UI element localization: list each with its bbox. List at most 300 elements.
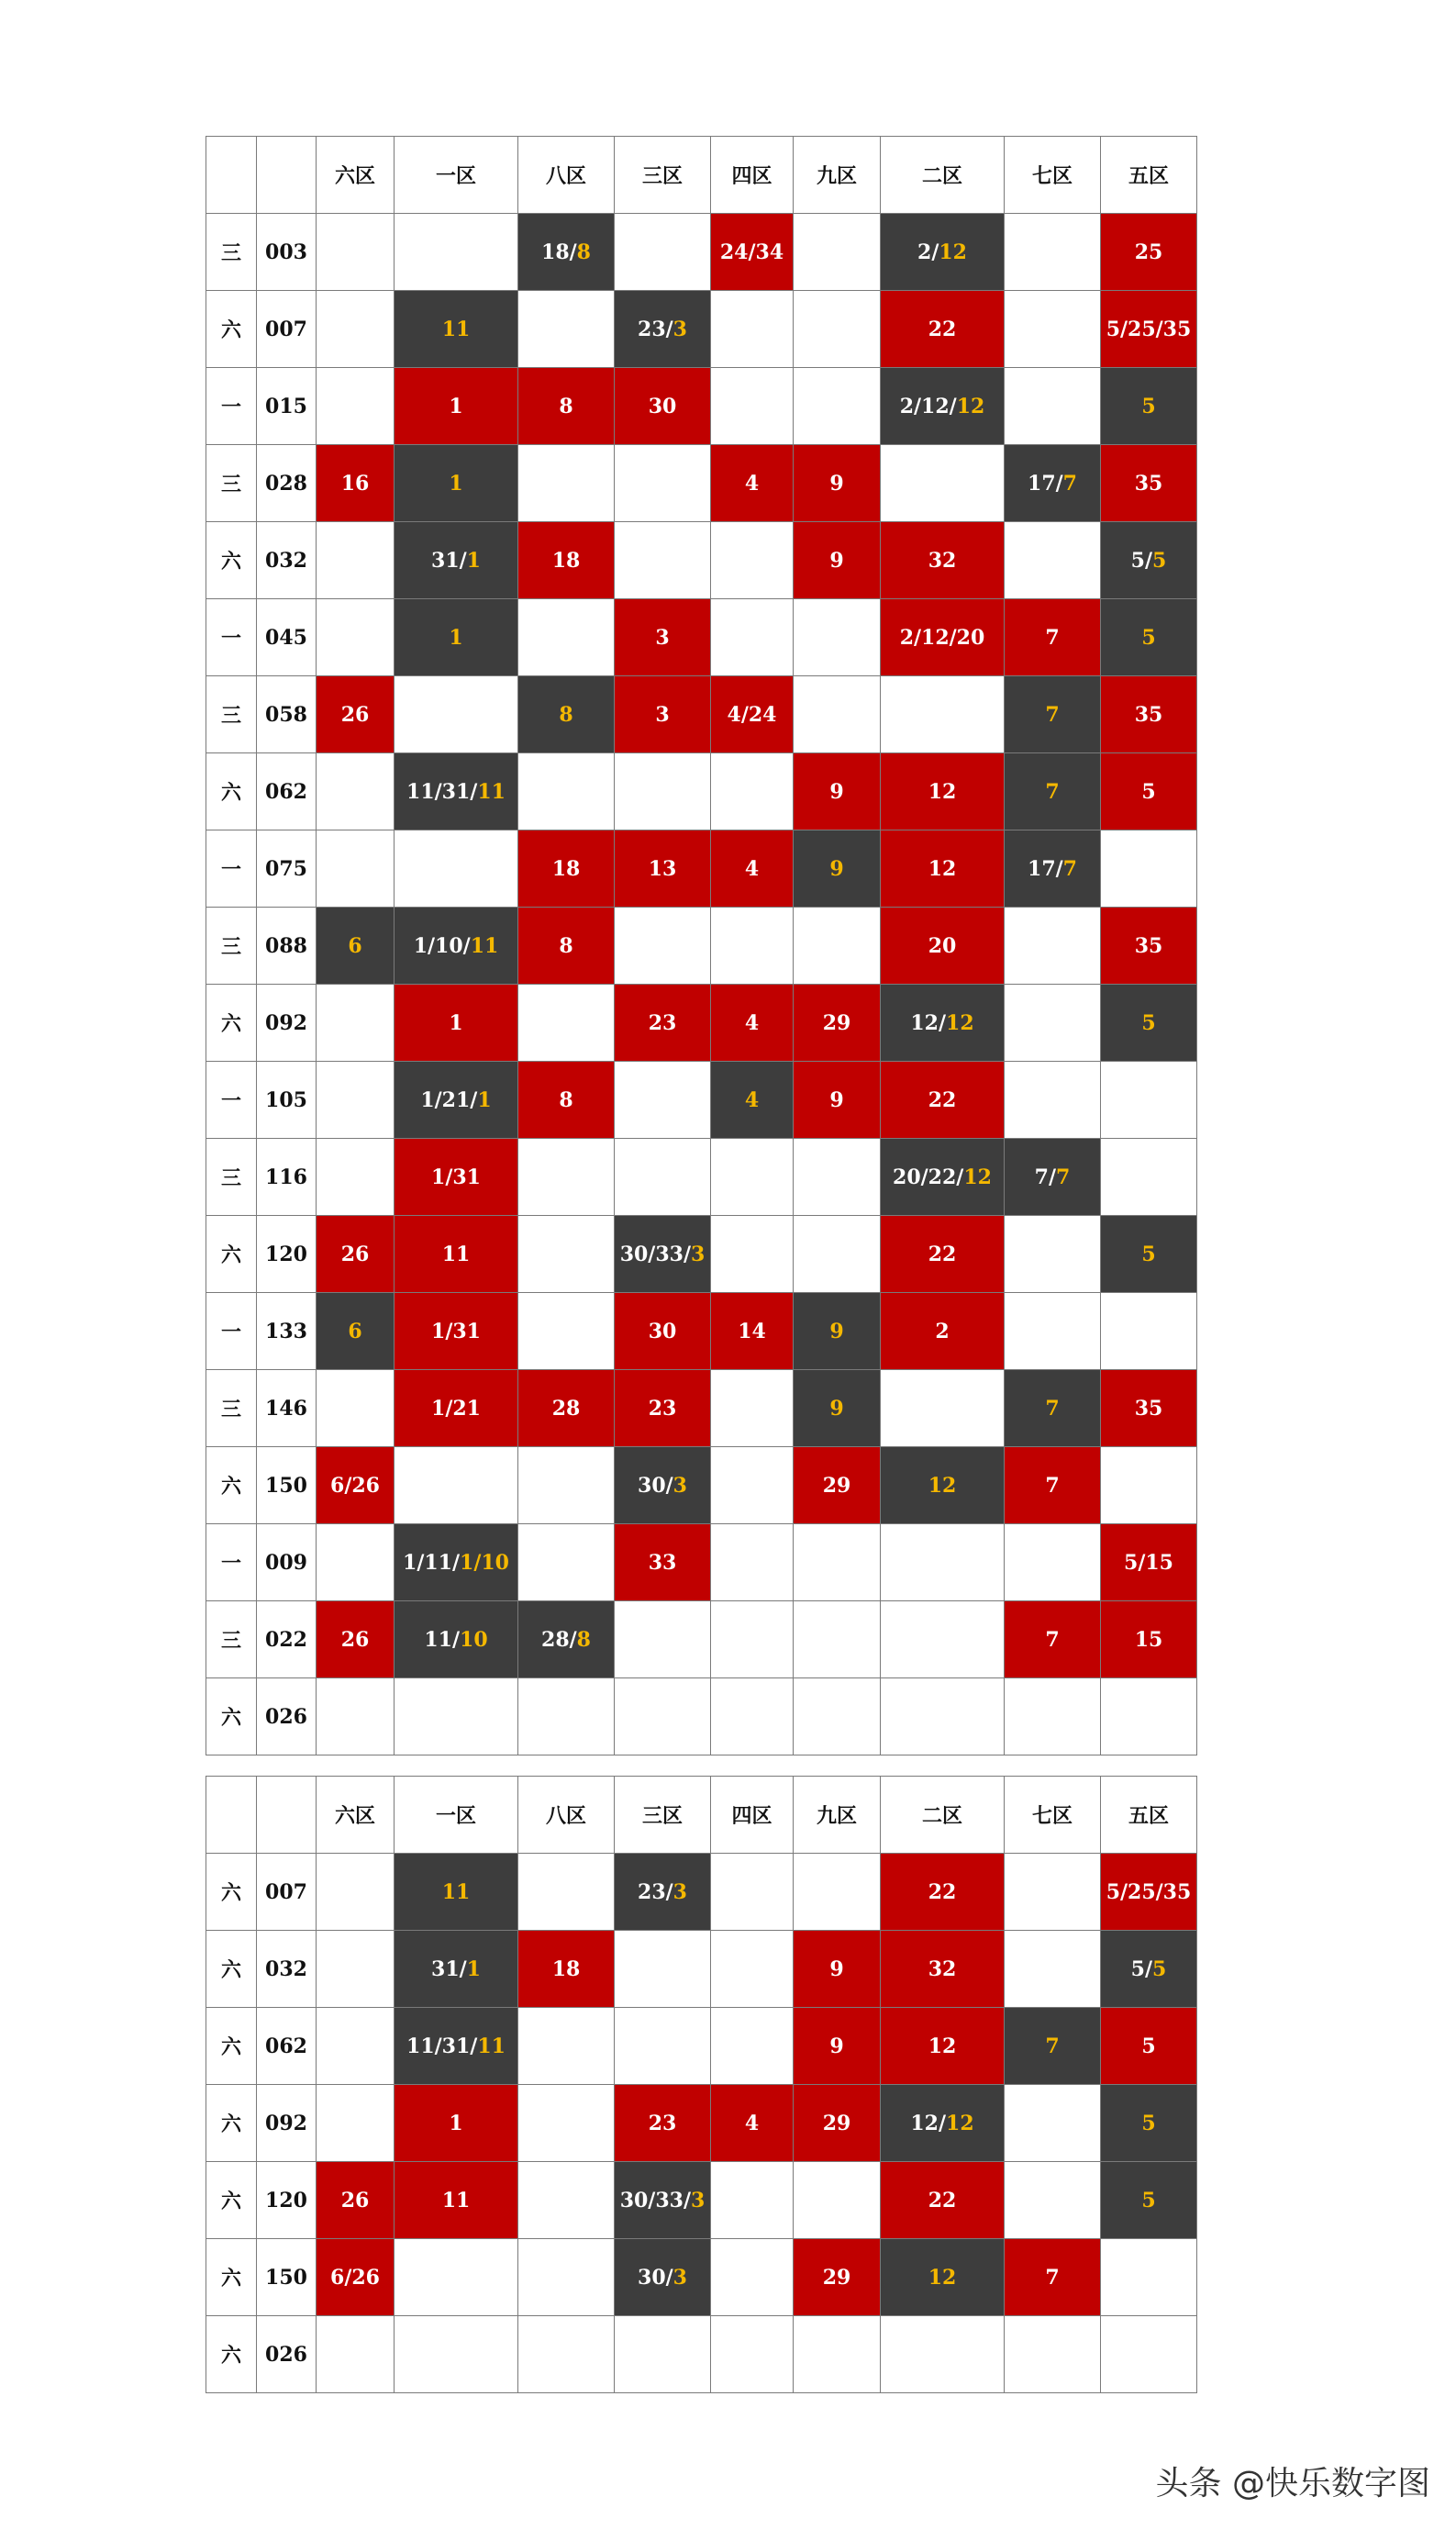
weekday-cell: 一 (206, 830, 257, 908)
zone-cell (518, 214, 615, 291)
zone-cell (615, 1293, 711, 1370)
zone-cell (1005, 753, 1101, 830)
zone-cell (1101, 1601, 1197, 1678)
zone-cell (317, 676, 395, 753)
highlight-number: 7 (1045, 702, 1060, 727)
zone-cell (317, 1524, 395, 1601)
zone-cell (794, 2085, 881, 2162)
issue-number-cell: 009 (257, 1524, 317, 1601)
highlight-number: 11 (477, 779, 506, 804)
zone-cell (1101, 1293, 1197, 1370)
zone-cell (317, 1601, 395, 1678)
zone-cell (794, 214, 881, 291)
zone-cell (1005, 1678, 1101, 1755)
zone-cell (317, 214, 395, 291)
zone-cell (1005, 830, 1101, 908)
zone-cell (317, 1931, 395, 2008)
zone-cell (794, 2239, 881, 2316)
zone-cell (711, 830, 794, 908)
table-row (206, 2316, 1197, 2393)
zone-cell (518, 1678, 615, 1755)
zone-cell (711, 1854, 794, 1931)
number: 20 (928, 933, 957, 958)
number: 1/11/ (403, 1550, 461, 1575)
column-header: 七区 (1005, 1777, 1101, 1854)
zone-cell (711, 1139, 794, 1216)
zone-cell (1005, 291, 1101, 368)
number: 3 (655, 625, 670, 650)
zone-cell (317, 908, 395, 985)
number: 29 (822, 1473, 851, 1498)
zone-cell (1005, 985, 1101, 1062)
zone-cell (881, 908, 1005, 985)
zone-cell (1005, 1524, 1101, 1601)
number: 25 (1134, 240, 1163, 264)
zone-cell (794, 908, 881, 985)
zone-cell (615, 368, 711, 445)
zone-cell (518, 522, 615, 599)
zone-cell (881, 1293, 1005, 1370)
highlight-number: 3 (691, 1242, 706, 1266)
zone-cell (317, 830, 395, 908)
zone-cell (395, 599, 518, 676)
number: 35 (1134, 471, 1163, 496)
highlight-number: 5 (1152, 548, 1167, 573)
highlight-number: 7 (1045, 779, 1060, 804)
zone-cell (317, 445, 395, 522)
zone-cell (1101, 1447, 1197, 1524)
table-row (206, 1678, 1197, 1755)
zone-cell (395, 908, 518, 985)
weekday-cell: 六 (206, 1931, 257, 2008)
weekday-cell: 一 (206, 1524, 257, 1601)
number: 22 (928, 317, 957, 341)
zone-cell (794, 522, 881, 599)
zone-cell (794, 1062, 881, 1139)
number: 4 (744, 856, 760, 881)
zone-cell (711, 908, 794, 985)
table-row (206, 214, 1197, 291)
issue-number-cell: 075 (257, 830, 317, 908)
zone-cell (1101, 985, 1197, 1062)
zone-cell (615, 1062, 711, 1139)
highlight-number: 7 (1045, 2034, 1060, 2058)
number: 28 (551, 1396, 581, 1421)
number: 7 (1045, 1473, 1060, 1498)
column-header: 三区 (615, 1777, 711, 1854)
weekday-cell: 六 (206, 2316, 257, 2393)
zone-cell (794, 1370, 881, 1447)
zone-cell (711, 1062, 794, 1139)
zone-cell (881, 830, 1005, 908)
zone-cell (615, 1931, 711, 2008)
zone-cell (711, 445, 794, 522)
zone-cell (1101, 522, 1197, 599)
zone-cell (518, 1601, 615, 1678)
number: 1 (449, 1010, 463, 1035)
column-header: 一区 (395, 1777, 518, 1854)
zone-cell (518, 753, 615, 830)
zone-cell (711, 522, 794, 599)
zone-cell (711, 2239, 794, 2316)
column-header: 六区 (317, 137, 395, 214)
zone-cell (1005, 1931, 1101, 2008)
number: 1/21 (431, 1396, 481, 1421)
weekday-cell: 一 (206, 368, 257, 445)
zone-cell (881, 1139, 1005, 1216)
zone-cell (794, 830, 881, 908)
number: 5/25/35 (1106, 1879, 1192, 1904)
number: 5 (1141, 779, 1156, 804)
zone-cell (615, 1139, 711, 1216)
zone-cell (317, 1854, 395, 1931)
zone-cell (1005, 368, 1101, 445)
zone-cell (711, 1678, 794, 1755)
zone-cell (794, 291, 881, 368)
highlight-number: 3 (672, 1879, 687, 1904)
zone-cell (1005, 676, 1101, 753)
number: 31/ (431, 548, 467, 573)
zone-cell (518, 291, 615, 368)
zone-cell (317, 1370, 395, 1447)
highlight-number: 12 (946, 1010, 974, 1035)
zone-cell (1005, 445, 1101, 522)
number: 8 (559, 1087, 573, 1112)
weekday-cell: 三 (206, 1370, 257, 1447)
zone-cell (615, 985, 711, 1062)
zone-cell (518, 676, 615, 753)
number: 12 (928, 856, 957, 881)
zone-cell (1101, 676, 1197, 753)
issue-number-cell: 105 (257, 1062, 317, 1139)
issue-number-cell: 150 (257, 1447, 317, 1524)
number: 13 (648, 856, 677, 881)
zone-cell (711, 599, 794, 676)
column-header (257, 137, 317, 214)
zone-cell (395, 753, 518, 830)
column-header: 四区 (711, 1777, 794, 1854)
number: 32 (928, 1956, 957, 1981)
zone-cell (518, 1524, 615, 1601)
table-row (206, 1524, 1197, 1601)
number: 5/ (1130, 1956, 1153, 1981)
issue-number-cell: 032 (257, 522, 317, 599)
zone-cell (794, 1524, 881, 1601)
zone-cell (615, 445, 711, 522)
zone-cell (518, 599, 615, 676)
zone-cell (317, 2316, 395, 2393)
zone-cell (395, 1931, 518, 2008)
table-row (206, 1216, 1197, 1293)
number: 8 (559, 933, 573, 958)
number: 1/21/ (420, 1087, 478, 1112)
column-header: 九区 (794, 1777, 881, 1854)
number: 18 (551, 548, 581, 573)
zone-cell (395, 1854, 518, 1931)
issue-number-cell: 062 (257, 753, 317, 830)
header-row (206, 137, 1197, 214)
zone-cell (1005, 599, 1101, 676)
zone-cell (1005, 2162, 1101, 2239)
zone-cell (518, 2085, 615, 2162)
zone-cell (1005, 908, 1101, 985)
highlight-number: 1 (449, 625, 463, 650)
number: 3 (655, 702, 670, 727)
zone-cell (881, 214, 1005, 291)
weekday-cell: 一 (206, 1293, 257, 1370)
highlight-number: 9 (829, 1319, 844, 1343)
zone-cell (518, 1931, 615, 2008)
highlight-number: 5 (1141, 2188, 1156, 2212)
zone-cell (1005, 1139, 1101, 1216)
highlight-number: 12 (956, 394, 985, 418)
table-row (206, 445, 1197, 522)
column-header: 五区 (1101, 137, 1197, 214)
zone-cell (317, 599, 395, 676)
zone-cell (711, 1931, 794, 2008)
number: 35 (1134, 702, 1163, 727)
header-row (206, 1777, 1197, 1854)
highlight-number: 11 (441, 1879, 471, 1904)
number: 23 (648, 1396, 677, 1421)
zone-cell (881, 291, 1005, 368)
zone-cell (1005, 2008, 1101, 2085)
number: 23/ (638, 1879, 673, 1904)
number: 9 (829, 779, 844, 804)
zone-cell (518, 1854, 615, 1931)
number: 2/12/20 (899, 625, 985, 650)
issue-number-cell: 133 (257, 1293, 317, 1370)
zone-cell (615, 214, 711, 291)
zone-cell (881, 368, 1005, 445)
number: 11 (441, 1242, 471, 1266)
number: 12 (928, 779, 957, 804)
number: 26 (340, 2188, 370, 2212)
number: 22 (928, 1879, 957, 1904)
column-header: 六区 (317, 1777, 395, 1854)
highlight-number: 12 (939, 240, 967, 264)
table-row (206, 1447, 1197, 1524)
weekday-cell: 六 (206, 2008, 257, 2085)
number: 18 (551, 856, 581, 881)
zone-cell (881, 2239, 1005, 2316)
zone-cell (1005, 214, 1101, 291)
zone-cell (615, 599, 711, 676)
zone-cell (615, 908, 711, 985)
zone-cell (615, 2008, 711, 2085)
issue-number-cell: 015 (257, 368, 317, 445)
number: 1/31 (431, 1165, 481, 1189)
zone-cell (395, 1370, 518, 1447)
table-row (206, 753, 1197, 830)
highlight-number: 1/10 (460, 1550, 509, 1575)
number: 17/ (1028, 471, 1063, 496)
zone-cell (395, 2085, 518, 2162)
number: 7/ (1034, 1165, 1057, 1189)
number: 35 (1134, 933, 1163, 958)
column-header: 四区 (711, 137, 794, 214)
zone-cell (794, 1678, 881, 1755)
zone-cell (794, 985, 881, 1062)
weekday-cell: 六 (206, 522, 257, 599)
zone-cell (881, 1601, 1005, 1678)
highlight-number: 3 (672, 317, 687, 341)
column-header (257, 1777, 317, 1854)
issue-number-cell: 120 (257, 2162, 317, 2239)
number: 35 (1134, 1396, 1163, 1421)
zone-cell (794, 676, 881, 753)
zone-cell (615, 2162, 711, 2239)
zone-cell (395, 291, 518, 368)
zone-cell (615, 1370, 711, 1447)
zone-cell (518, 2008, 615, 2085)
zone-cell (881, 2008, 1005, 2085)
zone-cell (881, 522, 1005, 599)
zone-cell (395, 522, 518, 599)
zone-cell (518, 2162, 615, 2239)
zone-cell (1101, 1524, 1197, 1601)
number: 11 (441, 2188, 471, 2212)
column-header (206, 137, 257, 214)
number: 26 (340, 702, 370, 727)
weekday-cell: 六 (206, 1854, 257, 1931)
number: 24/34 (719, 240, 784, 264)
weekday-cell: 三 (206, 1601, 257, 1678)
zone-cell (881, 1447, 1005, 1524)
number: 26 (340, 1627, 370, 1652)
zone-cell (711, 2085, 794, 2162)
number: 12/ (910, 1010, 947, 1035)
number: 9 (829, 548, 844, 573)
zone-cell (1101, 2162, 1197, 2239)
zone-cell (711, 1447, 794, 1524)
zone-cell (794, 1854, 881, 1931)
table-row (206, 2008, 1197, 2085)
zone-cell (395, 676, 518, 753)
number: 2 (935, 1319, 950, 1343)
zone-cell (711, 2162, 794, 2239)
zone-cell (395, 1293, 518, 1370)
zone-cell (615, 1216, 711, 1293)
number: 30/33/ (619, 2188, 691, 2212)
zone-cell (518, 368, 615, 445)
weekday-cell: 一 (206, 599, 257, 676)
zone-cell (711, 1216, 794, 1293)
table-row (206, 522, 1197, 599)
zone-cell (1101, 368, 1197, 445)
zone-cell (395, 1216, 518, 1293)
zone-cell (711, 753, 794, 830)
highlight-number: 12 (928, 2265, 957, 2290)
number: 15 (1134, 1627, 1163, 1652)
zone-cell (395, 2316, 518, 2393)
zone-cell (881, 2162, 1005, 2239)
zone-cell (1005, 1447, 1101, 1524)
zone-cell (615, 2085, 711, 2162)
zone-cell (615, 1601, 711, 1678)
column-header: 五区 (1101, 1777, 1197, 1854)
zone-cell (615, 753, 711, 830)
weekday-cell: 六 (206, 1678, 257, 1755)
table-row (206, 291, 1197, 368)
number: 32 (928, 548, 957, 573)
number: 18/ (541, 240, 577, 264)
table-row (206, 1931, 1197, 2008)
results-table-2 (206, 1776, 1197, 2393)
issue-number-cell: 007 (257, 291, 317, 368)
zone-cell (794, 599, 881, 676)
zone-cell (1101, 2008, 1197, 2085)
number: 9 (829, 471, 844, 496)
issue-number-cell: 146 (257, 1370, 317, 1447)
number: 11/31/ (406, 2034, 478, 2058)
column-header: 七区 (1005, 137, 1101, 214)
highlight-number: 11 (470, 933, 499, 958)
zone-cell (615, 522, 711, 599)
weekday-cell: 一 (206, 1062, 257, 1139)
weekday-cell: 六 (206, 2085, 257, 2162)
number: 5/15 (1124, 1550, 1173, 1575)
number: 1 (449, 2111, 463, 2135)
number: 23/ (638, 317, 673, 341)
zone-cell (1101, 599, 1197, 676)
zone-cell (317, 1216, 395, 1293)
issue-number-cell: 007 (257, 1854, 317, 1931)
highlight-number: 1 (449, 471, 463, 496)
zone-cell (794, 368, 881, 445)
number: 7 (1045, 2265, 1060, 2290)
zone-cell (518, 2239, 615, 2316)
highlight-number: 3 (691, 2188, 706, 2212)
number: 11/ (424, 1627, 461, 1652)
zone-cell (881, 1678, 1005, 1755)
weekday-cell: 六 (206, 1447, 257, 1524)
table-row (206, 1139, 1197, 1216)
table-row (206, 676, 1197, 753)
zone-cell (794, 2008, 881, 2085)
table-row (206, 1293, 1197, 1370)
issue-number-cell: 150 (257, 2239, 317, 2316)
zone-cell (1101, 2239, 1197, 2316)
number: 17/ (1028, 856, 1063, 881)
zone-cell (794, 1601, 881, 1678)
zone-cell (518, 830, 615, 908)
number: 4 (744, 1010, 760, 1035)
number: 12 (928, 2034, 957, 2058)
zone-cell (395, 445, 518, 522)
number: 2/ (917, 240, 939, 264)
zone-cell (1101, 1370, 1197, 1447)
number: 9 (829, 1956, 844, 1981)
number: 5 (1141, 2034, 1156, 2058)
highlight-number: 11 (477, 2034, 506, 2058)
weekday-cell: 六 (206, 753, 257, 830)
zone-cell (881, 1062, 1005, 1139)
zone-cell (317, 368, 395, 445)
highlight-number: 7 (1045, 1396, 1060, 1421)
zone-cell (1005, 1601, 1101, 1678)
zone-cell (395, 985, 518, 1062)
zone-cell (317, 522, 395, 599)
number: 1/31 (431, 1319, 481, 1343)
number: 30 (648, 394, 677, 418)
weekday-cell: 三 (206, 908, 257, 985)
zone-cell (794, 1139, 881, 1216)
zone-cell (395, 2239, 518, 2316)
zone-cell (1101, 1854, 1197, 1931)
number: 4/24 (727, 702, 777, 727)
number: 4 (744, 471, 760, 496)
